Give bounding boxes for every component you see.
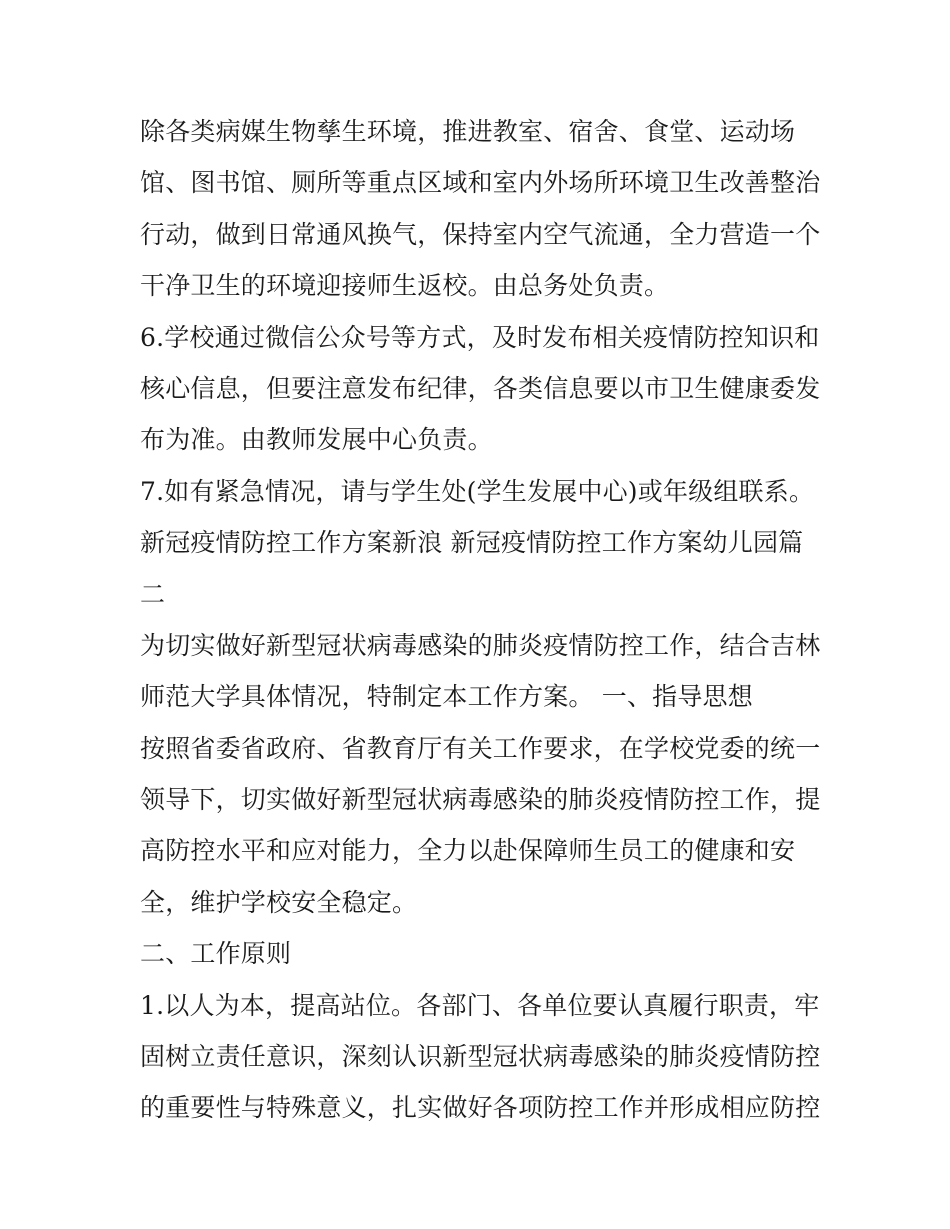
text-line: 6.学校通过微信公众号等方式，及时发布相关疫情防控知识和 xyxy=(140,322,820,352)
text-line: 干净卫生的环境迎接师生返校。由总务处负责。 xyxy=(140,271,670,301)
text-line: 固树立责任意识，深刻认识新型冠状病毒感染的肺炎疫情防控 xyxy=(140,1042,821,1072)
text-line: 为切实做好新型冠状病毒感染的肺炎疫情防控工作，结合吉林 xyxy=(140,630,821,660)
text-line: 全，维护学校安全稳定。 xyxy=(140,887,418,917)
text-line: 师范大学具体情况，特制定本工作方案。 一、指导思想 xyxy=(140,682,753,712)
text-line: 行动，做到日常通风换气，保持室内空气流通，全力营造一个 xyxy=(140,219,821,249)
text-line: 的重要性与特殊意义，扎实做好各项防控工作并形成相应防控 xyxy=(140,1093,821,1123)
text-line: 领导下，切实做好新型冠状病毒感染的肺炎疫情防控工作，提 xyxy=(140,785,821,815)
document-text-body xyxy=(140,106,830,1134)
text-line: 1.以人为本，提高站位。各部门、各单位要认真履行职责，牢 xyxy=(140,990,820,1020)
text-line: 核心信息，但要注意发布纪律，各类信息要以市卫生健康委发 xyxy=(140,373,821,403)
text-line: 二 xyxy=(140,579,166,609)
section-heading: 二、工作原则 xyxy=(140,939,292,969)
text-line: 除各类病媒生物孳生环境，推进教室、宿舍、食堂、运动场 xyxy=(140,117,796,146)
text-line: 新冠疫情防控工作方案新浪 新冠疫情防控工作方案幼儿园篇 xyxy=(140,528,804,558)
text-line: 布为准。由教师发展中心负责。 xyxy=(140,425,493,455)
text-line: 高防控水平和应对能力，全力以赴保障师生员工的健康和安 xyxy=(140,836,796,866)
text-line: 按照省委省政府、省教育厅有关工作要求，在学校党委的统一 xyxy=(140,733,821,763)
text-line: 7.如有紧急情况，请与学生处(学生发展中心)或年级组联系。 xyxy=(140,476,815,506)
text-line: 馆、图书馆、厕所等重点区域和室内外场所环境卫生改善整治 xyxy=(140,168,821,198)
